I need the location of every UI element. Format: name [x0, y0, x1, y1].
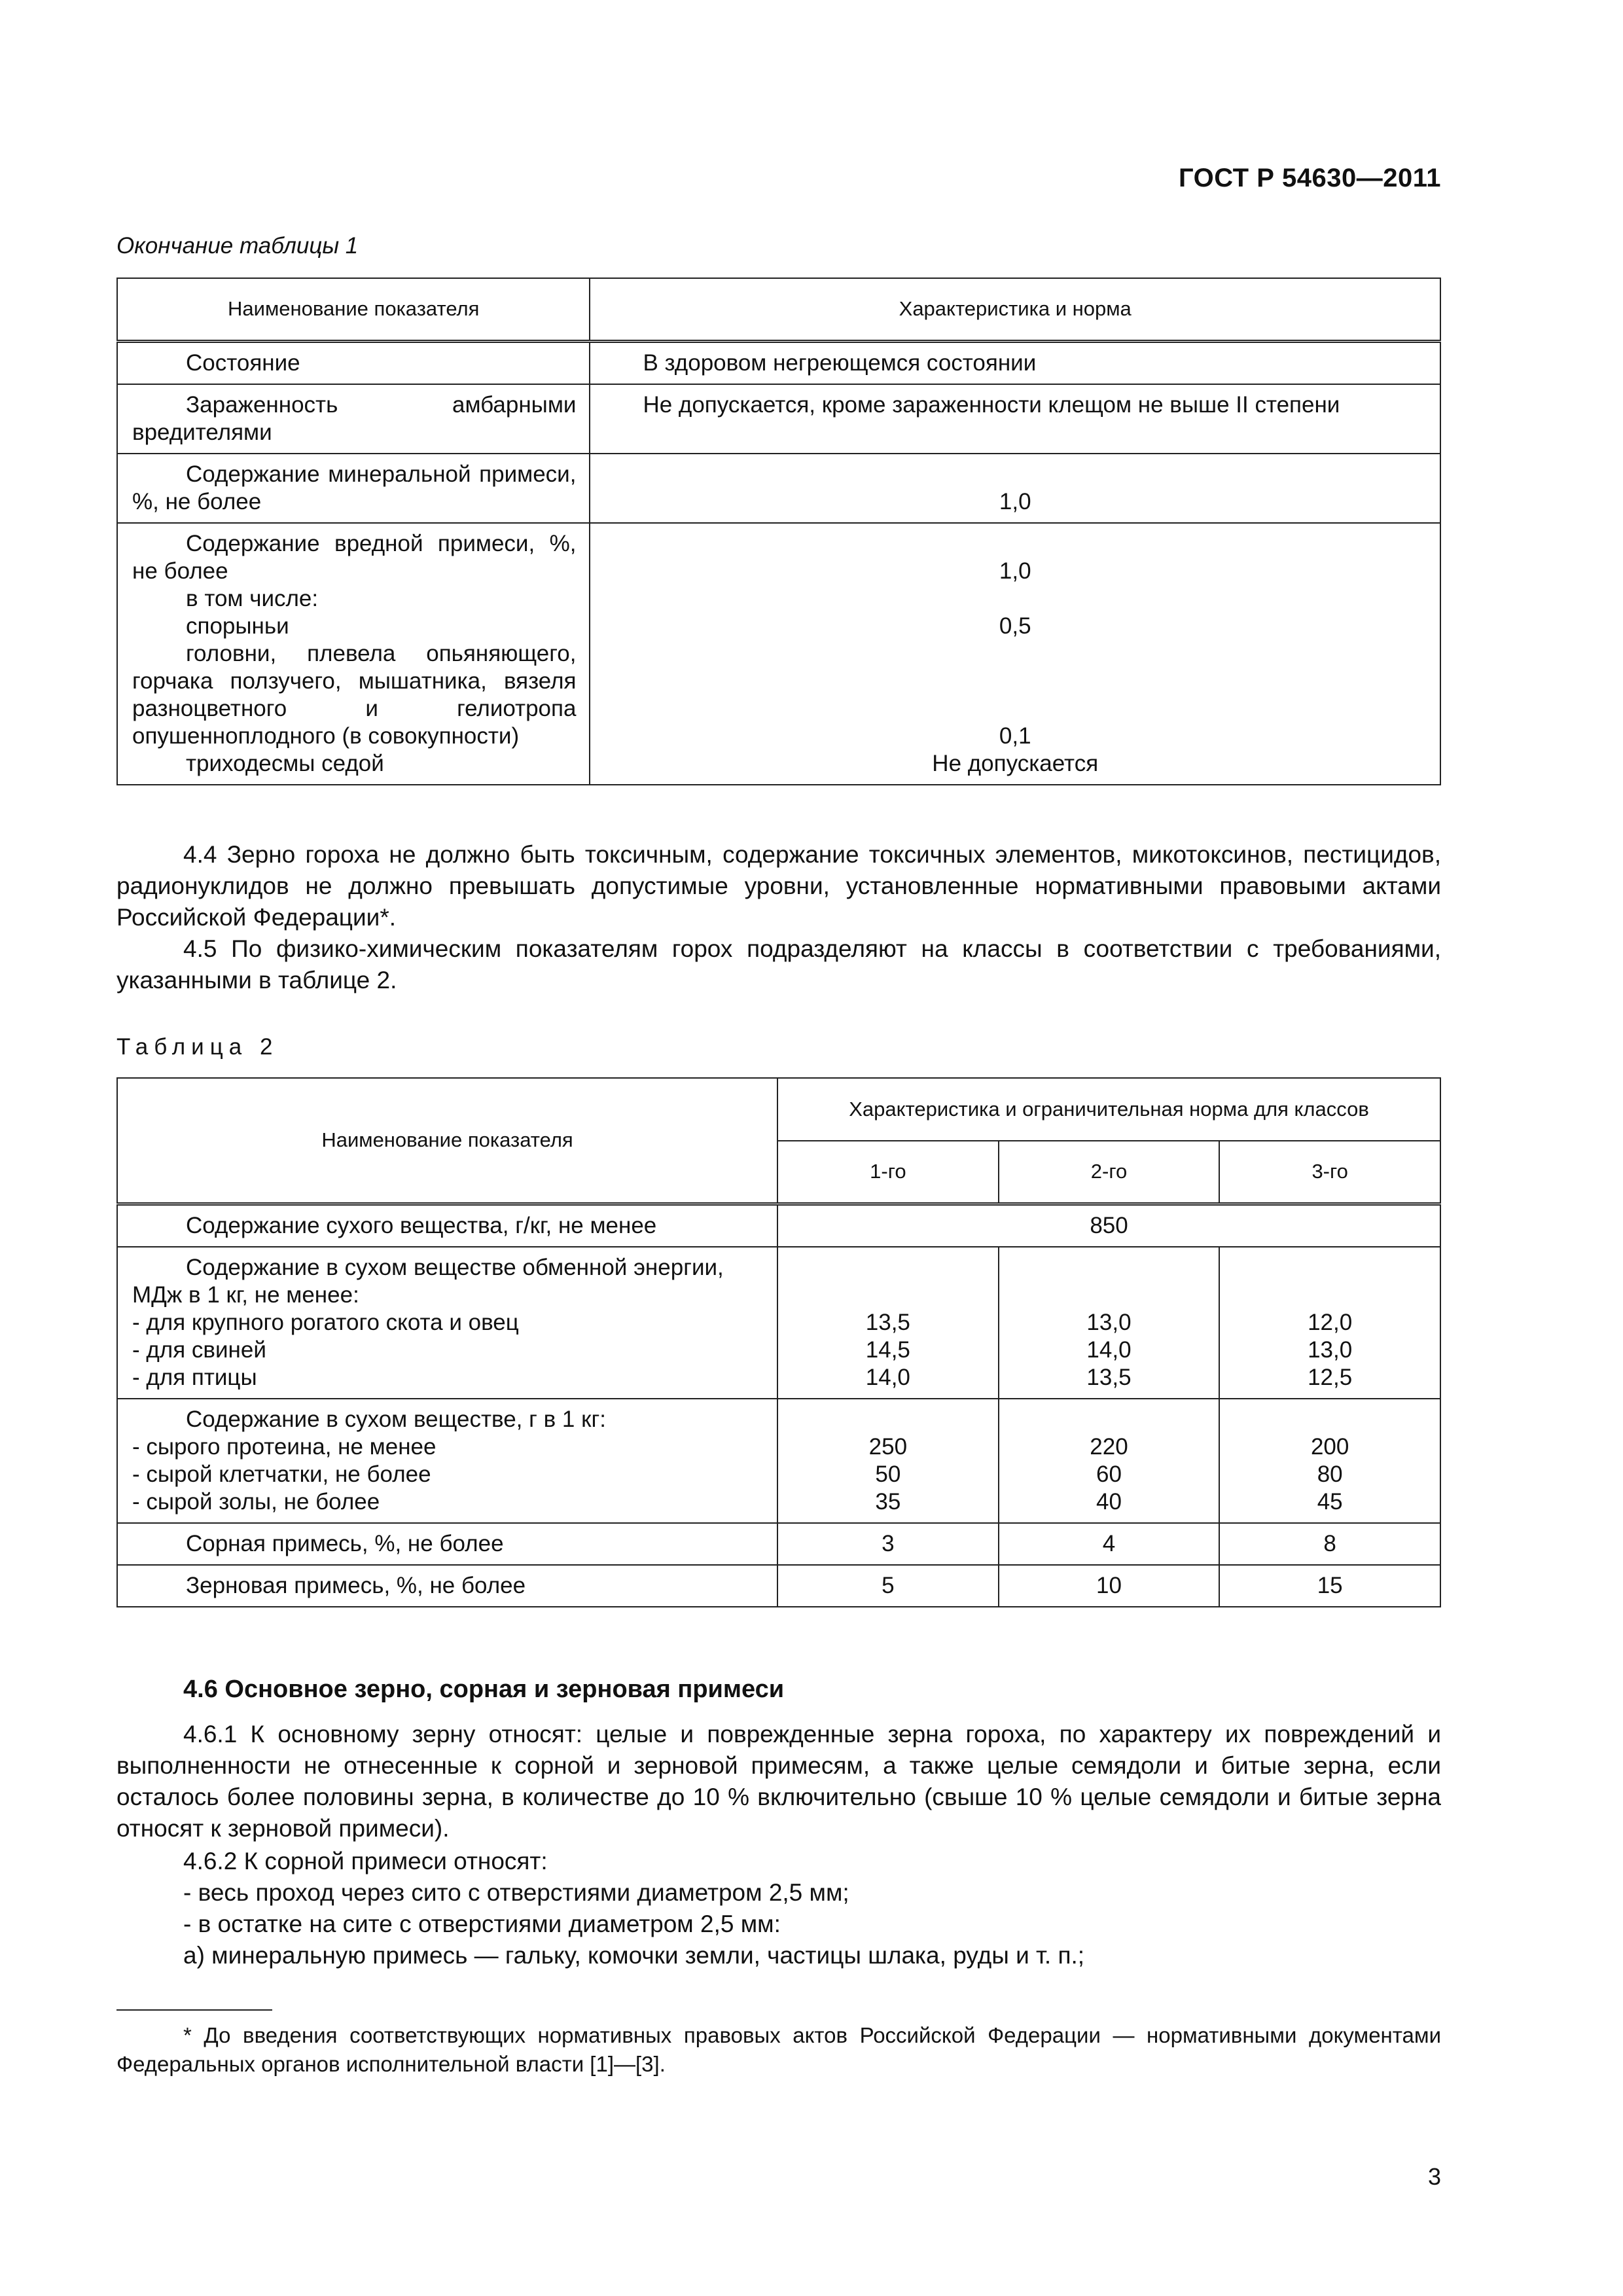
table2-item-name: - для свиней [132, 1336, 266, 1363]
table2-cell: 3 [882, 1530, 895, 1556]
table1-header-value: Характеристика и норма [590, 278, 1440, 341]
list-item-text: - весь проход через сито с отверстиями диаметром 2,5 мм; [183, 1879, 849, 1906]
table2-cell: 10 [1096, 1572, 1122, 1598]
table2-cell: 40 [1096, 1488, 1122, 1515]
paragraph-4-4 [116, 839, 1441, 933]
table2-caption: Таблица 2 [116, 1034, 279, 1060]
list-item-text: а) минеральную примесь — гальку, комочки земли, частицы шлака, руды и т. п.; [183, 1942, 1085, 1969]
table1-row-name: Содержание вредной примеси, %, не более [132, 530, 577, 584]
table2-row-grain [117, 1565, 1440, 1607]
table2-cell: 14,0 [1086, 1336, 1132, 1363]
table2-row-name: Сорная примесь, %, не более [186, 1530, 504, 1556]
table2-cell: 14,5 [865, 1336, 910, 1363]
table1-item-value: 0,1 [999, 723, 1031, 749]
paragraph-4-4-text: 4.4 Зерно гороха не должно быть токсичным, содержание токсичных элементов, микотоксинов, пестицидов, радионуклидов не должно превышать допустимые уровни, установленные нормативными правовыми актами Российской Федерации*. [116, 841, 1441, 931]
table2-header-group: Характеристика и ограничительная норма для классов [777, 1078, 1440, 1141]
table2 [116, 1077, 1441, 1607]
table1-row [117, 384, 1440, 454]
table1-item-name: головни, плевела опьяняющего, горчака ползучего, мышатника, вязеля разноцветного и гелиотропа опушенноплодного (в совокупности) [132, 640, 577, 749]
table2-cell: 5 [882, 1572, 895, 1598]
table2-cell: 12,0 [1308, 1309, 1353, 1335]
footnote-rule [116, 2009, 272, 2011]
paragraph-4-6-2 [116, 1846, 1441, 1877]
table2-header-class-2: 2-го [999, 1141, 1220, 1204]
table1-row-value: Не допускается, кроме зараженности клещом не выше II степени [643, 391, 1340, 418]
table1 [116, 278, 1441, 785]
table1-row-value: В здоровом негреющемся состоянии [643, 350, 1037, 376]
table1-item-value: 0,5 [999, 613, 1031, 639]
table2-cell: 80 [1317, 1461, 1343, 1487]
table2-cell: 13,5 [1086, 1364, 1132, 1390]
table2-cell: 60 [1096, 1461, 1122, 1487]
table1-caption: Окончание таблицы 1 [116, 233, 359, 259]
table2-row-value: 850 [1090, 1212, 1128, 1238]
table2-cell: 14,0 [865, 1364, 910, 1390]
table2-row-energy [117, 1247, 1440, 1399]
table2-row-content [117, 1399, 1440, 1523]
list-item [116, 1940, 1441, 1971]
table2-cell: 35 [875, 1488, 901, 1515]
table1-item-name: спорыньи [186, 613, 289, 639]
table1-row-value: 1,0 [999, 558, 1031, 584]
table2-cell: 250 [868, 1433, 908, 1460]
list-item-text: - в остатке на сите с отверстиями диаметром 2,5 мм: [183, 1910, 781, 1937]
table2-cell: 8 [1323, 1530, 1336, 1556]
paragraph-4-6-1 [116, 1719, 1441, 1844]
list-item [116, 1909, 1441, 1940]
list-item [116, 1877, 1441, 1909]
table2-cell: 13,0 [1086, 1309, 1132, 1335]
table2-row-weed [117, 1523, 1440, 1565]
table1-row [117, 454, 1440, 523]
table1-row [117, 523, 1440, 785]
page-number: 3 [1427, 2163, 1441, 2190]
paragraph-4-5 [116, 933, 1441, 996]
footnote-text: * До введения соответствующих нормативных правовых актов Российской Федерации — нормативными документами Федеральных органов исполнительной власти [1]—[3]. [116, 2023, 1441, 2076]
table2-cell: 50 [875, 1461, 901, 1487]
section-4-6-heading: 4.6 Основное зерно, сорная и зерновая примеси [183, 1676, 785, 1703]
table2-cell: 13,0 [1308, 1336, 1353, 1363]
table1-row [117, 341, 1440, 384]
table2-row-name: Содержание в сухом веществе, г в 1 кг: [186, 1406, 606, 1432]
table2-item-name: - сырого протеина, не менее [132, 1433, 437, 1460]
table1-row-name: Содержание минеральной примеси, %, не более [132, 461, 577, 514]
footnote [116, 2021, 1441, 2079]
table2-header-name: Наименование показателя [117, 1078, 777, 1204]
table2-cell: 15 [1317, 1572, 1343, 1598]
table2-row-dry-matter [117, 1204, 1440, 1247]
table2-cell: 200 [1310, 1433, 1349, 1460]
table1-row-name: Зараженность амбарными вредителями [132, 391, 577, 445]
standard-code: ГОСТ Р 54630—2011 [1179, 164, 1441, 192]
table2-item-name: - для крупного рогатого скота и овец [132, 1309, 519, 1335]
table2-row-name: Зерновая примесь, %, не более [186, 1572, 526, 1598]
table2-row-name: Содержание в сухом веществе обменной энергии, МДж в 1 кг, не менее: [132, 1254, 724, 1308]
paragraph-4-6-1-text: 4.6.1 К основному зерну относят: целые и поврежденные зерна гороха, по характеру их повреждений и выполненности не отнесенные к сорной и зерновой примесям, а также целые семядоли и битые зерна, если осталось более половины зерна, в количестве до 10 % включительно (свыше 10 % целые семядоли и битые зерна относят к зерновой примеси). [116, 1721, 1441, 1842]
table2-item-name: - для птицы [132, 1364, 257, 1390]
paragraph-4-5-text: 4.5 По физико-химическим показателям горох подразделяют на классы в соответствии с требованиями, указанными в таблице 2. [116, 935, 1441, 994]
table2-header-class-3: 3-го [1219, 1141, 1440, 1204]
table2-item-name: - сырой золы, не более [132, 1488, 380, 1515]
table2-cell: 220 [1090, 1433, 1128, 1460]
table2-cell: 45 [1317, 1488, 1343, 1515]
table2-item-name: - сырой клетчатки, не более [132, 1461, 431, 1487]
paragraph-4-6-2-text: 4.6.2 К сорной примеси относят: [183, 1848, 548, 1874]
table2-cell: 13,5 [865, 1309, 910, 1335]
table2-row-name: Содержание сухого вещества, г/кг, не менее [186, 1212, 657, 1238]
table2-cell: 12,5 [1308, 1364, 1353, 1390]
table2-header-class-1: 1-го [777, 1141, 999, 1204]
table1-row-name: Состояние [186, 350, 300, 376]
table2-cell: 4 [1102, 1530, 1116, 1556]
table1-item-value: Не допускается [932, 750, 1099, 776]
table1-item-name: триходесмы седой [186, 750, 384, 776]
table1-sub-label: в том числе: [186, 585, 319, 611]
table1-header-name: Наименование показателя [117, 278, 590, 341]
table1-row-value: 1,0 [999, 488, 1031, 514]
